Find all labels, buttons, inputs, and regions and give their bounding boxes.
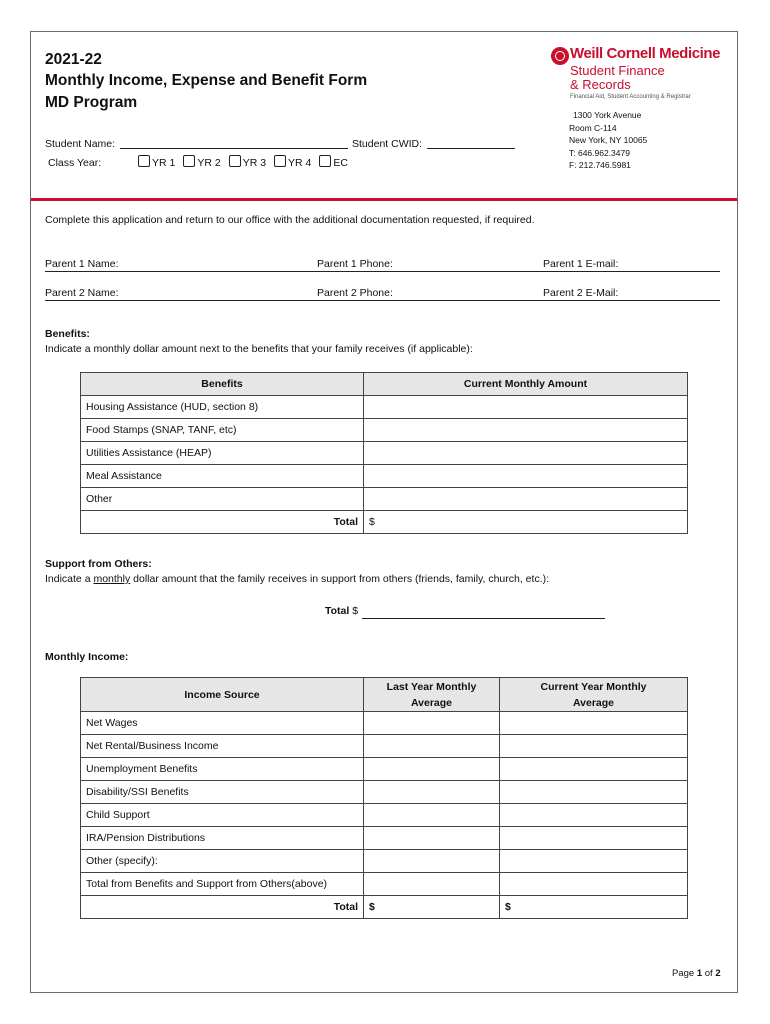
income-source-label: Child Support bbox=[81, 804, 364, 827]
checkbox-icon[interactable] bbox=[274, 155, 286, 167]
student-cwid-label: Student CWID: bbox=[352, 138, 423, 150]
table-row bbox=[81, 850, 688, 873]
address-city: New York, NY 10065 bbox=[569, 135, 648, 145]
header-divider bbox=[31, 198, 737, 201]
current-year-cell[interactable] bbox=[500, 712, 688, 735]
student-name-field[interactable] bbox=[120, 135, 348, 149]
income-source-label: Total from Benefits and Support from Others(above) bbox=[81, 873, 364, 896]
parent-1-email-label: Parent 1 E-mail: bbox=[543, 258, 619, 270]
current-year-cell[interactable] bbox=[500, 735, 688, 758]
amount-cell[interactable] bbox=[364, 396, 688, 419]
logo-name: Weill Cornell Medicine bbox=[570, 45, 721, 62]
last-year-cell[interactable] bbox=[364, 873, 500, 896]
income-total-label: Total bbox=[81, 896, 364, 919]
benefit-label: Utilities Assistance (HEAP) bbox=[81, 442, 364, 465]
current-year-cell[interactable] bbox=[500, 873, 688, 896]
parent-2-phone-label: Parent 2 Phone: bbox=[317, 287, 393, 299]
wcm-seal-icon bbox=[551, 47, 569, 65]
total-row bbox=[81, 896, 688, 919]
last-year-col-header: Last Year Monthly Average bbox=[364, 678, 500, 712]
last-year-cell[interactable] bbox=[364, 735, 500, 758]
amount-cell[interactable] bbox=[364, 419, 688, 442]
class-year-option[interactable]: EC bbox=[319, 157, 348, 169]
benefits-table bbox=[80, 372, 688, 534]
checkbox-icon[interactable] bbox=[319, 155, 331, 167]
benefit-label: Food Stamps (SNAP, TANF, etc) bbox=[81, 419, 364, 442]
checkbox-icon[interactable] bbox=[138, 155, 150, 167]
class-year-option[interactable]: YR 3 bbox=[229, 157, 266, 169]
form-page bbox=[30, 31, 738, 993]
income-source-col-header: Income Source bbox=[81, 678, 364, 712]
class-year-option[interactable]: YR 4 bbox=[274, 157, 311, 169]
table-header-row bbox=[81, 373, 688, 396]
form-title: Monthly Income, Expense and Benefit Form bbox=[45, 72, 368, 89]
parent-1-phone-label: Parent 1 Phone: bbox=[317, 258, 393, 270]
amount-col-header: Current Monthly Amount bbox=[364, 373, 688, 396]
amount-cell[interactable] bbox=[364, 465, 688, 488]
table-row bbox=[81, 735, 688, 758]
income-heading: Monthly Income: bbox=[45, 651, 129, 663]
last-year-cell[interactable] bbox=[364, 804, 500, 827]
student-cwid-field[interactable] bbox=[427, 135, 515, 149]
student-name-label: Student Name: bbox=[45, 138, 116, 150]
benefits-heading: Benefits: bbox=[45, 328, 90, 340]
support-heading: Support from Others: bbox=[45, 558, 152, 570]
income-source-label: Net Rental/Business Income bbox=[81, 735, 364, 758]
current-year-cell[interactable] bbox=[500, 804, 688, 827]
instructions-text: Complete this application and return to our office with the additional documentation requested, if required. bbox=[45, 214, 535, 226]
table-row bbox=[81, 804, 688, 827]
table-row bbox=[81, 758, 688, 781]
last-year-cell[interactable] bbox=[364, 850, 500, 873]
income-source-label: IRA/Pension Distributions bbox=[81, 827, 364, 850]
table-row bbox=[81, 781, 688, 804]
logo-tagline: Financial Aid, Student Accounting & Registrar bbox=[570, 94, 691, 100]
table-row bbox=[81, 712, 688, 735]
total-amount-cell[interactable]: $ bbox=[364, 511, 688, 534]
parent-1-row[interactable] bbox=[45, 258, 720, 272]
current-year-cell[interactable] bbox=[500, 781, 688, 804]
benefit-label: Housing Assistance (HUD, section 8) bbox=[81, 396, 364, 419]
total-row bbox=[81, 511, 688, 534]
income-source-label: Disability/SSI Benefits bbox=[81, 781, 364, 804]
logo-dept-1: Student Finance bbox=[570, 63, 665, 78]
table-row bbox=[81, 827, 688, 850]
form-year: 2021-22 bbox=[45, 51, 102, 68]
support-total bbox=[325, 605, 358, 617]
income-source-label: Net Wages bbox=[81, 712, 364, 735]
address-block bbox=[569, 109, 647, 172]
support-total-currency: $ bbox=[352, 605, 359, 617]
last-year-total-cell[interactable]: $ bbox=[364, 896, 500, 919]
table-row bbox=[81, 442, 688, 465]
last-year-cell[interactable] bbox=[364, 712, 500, 735]
income-source-label: Other (specify): bbox=[81, 850, 364, 873]
amount-cell[interactable] bbox=[364, 488, 688, 511]
benefit-label: Meal Assistance bbox=[81, 465, 364, 488]
class-year-options bbox=[138, 155, 348, 169]
table-header-row bbox=[81, 678, 688, 712]
benefits-col-header: Benefits bbox=[81, 373, 364, 396]
support-description: Indicate a monthly dollar amount that the family receives in support from others (friends, family, church, etc.): bbox=[45, 573, 550, 585]
current-year-cell[interactable] bbox=[500, 758, 688, 781]
checkbox-icon[interactable] bbox=[183, 155, 195, 167]
class-year-label: Class Year: bbox=[48, 157, 102, 169]
parent-2-row[interactable] bbox=[45, 287, 720, 301]
parent-2-email-label: Parent 2 E-Mail: bbox=[543, 287, 619, 299]
address-street: 1300 York Avenue bbox=[573, 110, 642, 120]
benefits-description: Indicate a monthly dollar amount next to the benefits that your family receives (if applicable): bbox=[45, 343, 473, 355]
income-source-label: Unemployment Benefits bbox=[81, 758, 364, 781]
table-row bbox=[81, 465, 688, 488]
class-year-option[interactable]: YR 2 bbox=[183, 157, 220, 169]
benefit-label: Other bbox=[81, 488, 364, 511]
address-phone: T: 646.962.3479 bbox=[569, 147, 630, 158]
class-year-option[interactable]: YR 1 bbox=[138, 157, 175, 169]
parent-1-name-label: Parent 1 Name: bbox=[45, 258, 119, 270]
table-row bbox=[81, 488, 688, 511]
last-year-cell[interactable] bbox=[364, 827, 500, 850]
current-year-cell[interactable] bbox=[500, 827, 688, 850]
form-program: MD Program bbox=[45, 94, 138, 111]
address-fax: F: 212.746.5981 bbox=[569, 160, 631, 170]
table-row bbox=[81, 873, 688, 896]
table-row bbox=[81, 396, 688, 419]
current-year-total-cell[interactable]: $ bbox=[500, 896, 688, 919]
current-year-col-header: Current Year Monthly Average bbox=[500, 678, 688, 712]
checkbox-icon[interactable] bbox=[229, 155, 241, 167]
current-year-cell[interactable] bbox=[500, 850, 688, 873]
amount-cell[interactable] bbox=[364, 442, 688, 465]
last-year-cell[interactable] bbox=[364, 781, 500, 804]
total-label: Total bbox=[81, 511, 364, 534]
last-year-cell[interactable] bbox=[364, 758, 500, 781]
parent-2-name-label: Parent 2 Name: bbox=[45, 287, 119, 299]
support-total-label: Total bbox=[325, 605, 350, 617]
address-room: Room C-114 bbox=[569, 122, 617, 133]
page-number: Page 1 of 2 bbox=[672, 968, 721, 979]
logo-dept-2: & Records bbox=[570, 77, 631, 92]
table-row bbox=[81, 419, 688, 442]
income-table bbox=[80, 677, 688, 919]
support-total-field[interactable] bbox=[362, 605, 605, 619]
